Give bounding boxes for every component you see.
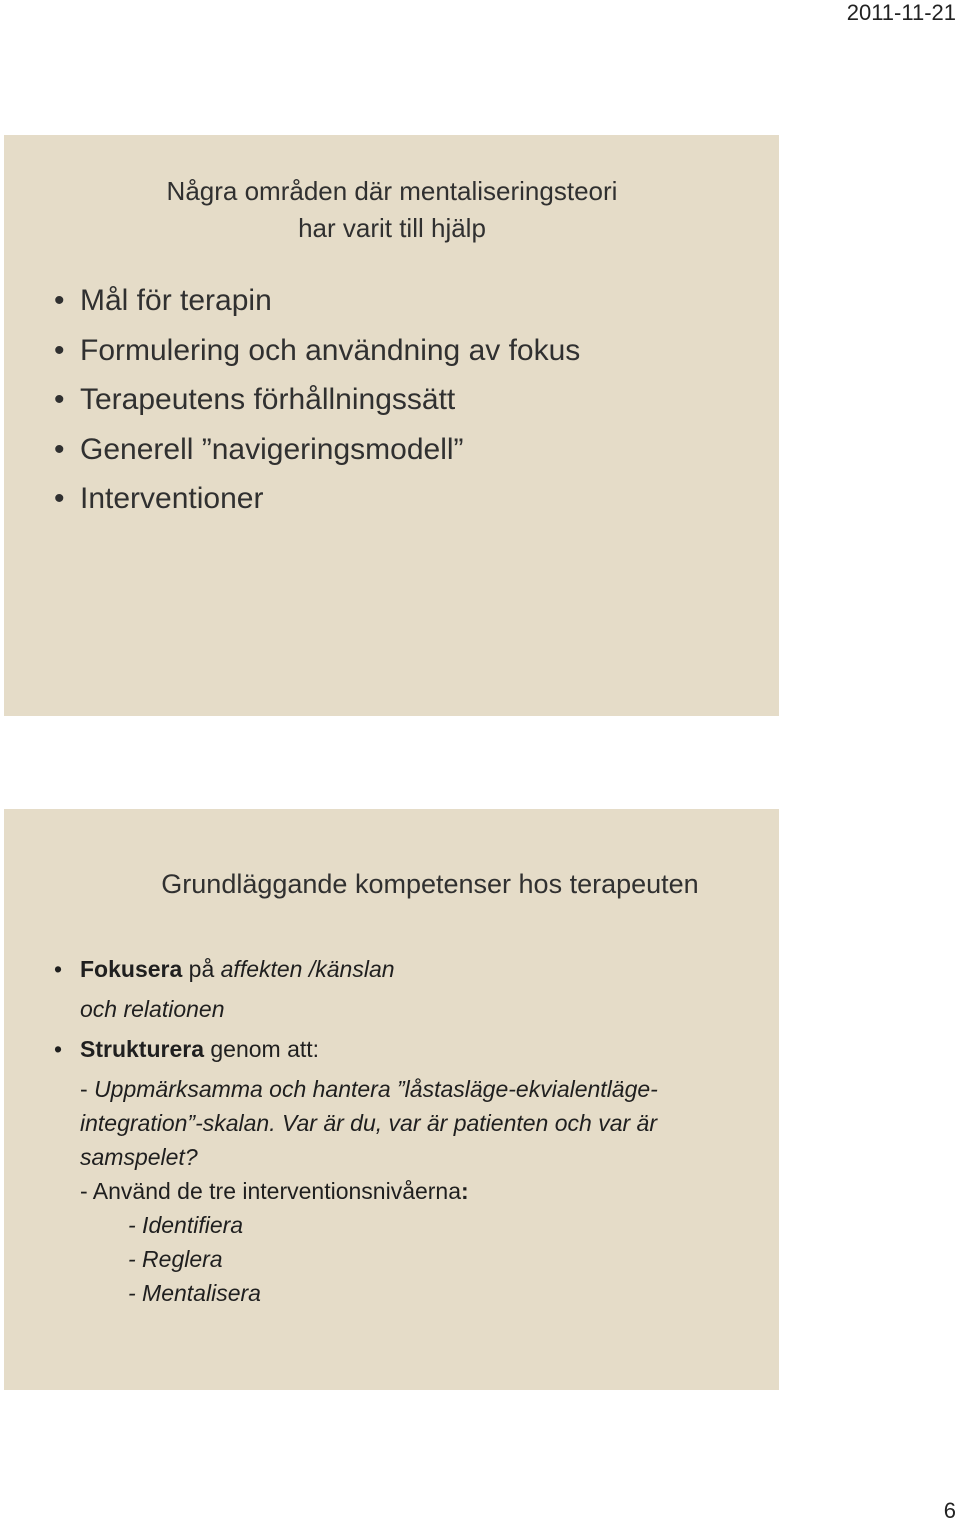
strukturera-text: genom att: — [203, 1036, 320, 1062]
list-item-text: Generell ”navigeringsmodell” — [80, 432, 464, 466]
level-mentalisera: - Mentalisera — [128, 1280, 261, 1306]
bullet-icon: • — [54, 1036, 63, 1062]
paragraph-uppmarksamma — [54, 1072, 754, 1174]
fokusera-connector: på — [182, 956, 221, 982]
fokusera-object: affekten /känslan — [220, 956, 395, 982]
slide-1-title-line-1: Några områden där mentaliseringsteori — [166, 176, 618, 206]
list-item-strukturera — [54, 1029, 754, 1069]
paragraph-text: - Använd de tre interventionsnivåerna — [80, 1178, 462, 1204]
slide-1 — [4, 135, 779, 716]
colon: : — [461, 1178, 469, 1204]
strukturera-label: Strukturera — [80, 1036, 204, 1062]
slide-1-bullet-list — [54, 276, 580, 524]
list-item-text: Terapeutens förhållningssätt — [80, 383, 456, 416]
level-reglera: - Reglera — [128, 1246, 223, 1272]
slide-2-body — [54, 949, 754, 1310]
slide-2 — [4, 809, 779, 1390]
bullet-icon: • — [54, 284, 65, 317]
bullet-icon: • — [54, 383, 65, 416]
slide-2-title: Grundläggande kompetenser hos terapeuten — [161, 869, 699, 899]
paragraph-interventionsnivaer — [54, 1174, 754, 1208]
paragraph-text: Uppmärksamma och hantera ”låstasläge-ekvialentläge- — [94, 1076, 658, 1102]
page-number: 6 — [943, 1498, 956, 1523]
slide-1-title-line-2: har varit till hjälp — [298, 213, 486, 243]
bullet-icon: • — [54, 956, 63, 982]
fokusera-label: Fokusera — [80, 956, 183, 982]
bullet-icon: • — [54, 432, 65, 466]
bullet-icon: • — [54, 333, 65, 367]
list-item-fokusera — [54, 949, 754, 989]
level-identifiera: - Identifiera — [128, 1212, 244, 1238]
bullet-icon: • — [54, 482, 65, 515]
paragraph-line: samspelet? — [80, 1144, 198, 1170]
fokusera-continuation: och relationen — [80, 996, 225, 1022]
list-item — [54, 326, 580, 376]
paragraph-line: integration”-skalan. Var är du, var är patienten och var är — [80, 1110, 657, 1136]
list-item-text: Interventioner — [80, 482, 264, 515]
list-item — [54, 276, 580, 326]
slide-1-title — [152, 173, 632, 247]
list-item — [54, 474, 580, 524]
dash-prefix: - — [80, 1076, 95, 1102]
list-item-text: Mål för terapin — [80, 284, 272, 317]
page-date: 2011-11-21 — [846, 0, 956, 25]
list-item-text: Formulering och användning av fokus — [80, 333, 581, 367]
list-item — [54, 425, 580, 475]
paragraph-line — [80, 1072, 754, 1106]
list-item — [54, 375, 580, 425]
